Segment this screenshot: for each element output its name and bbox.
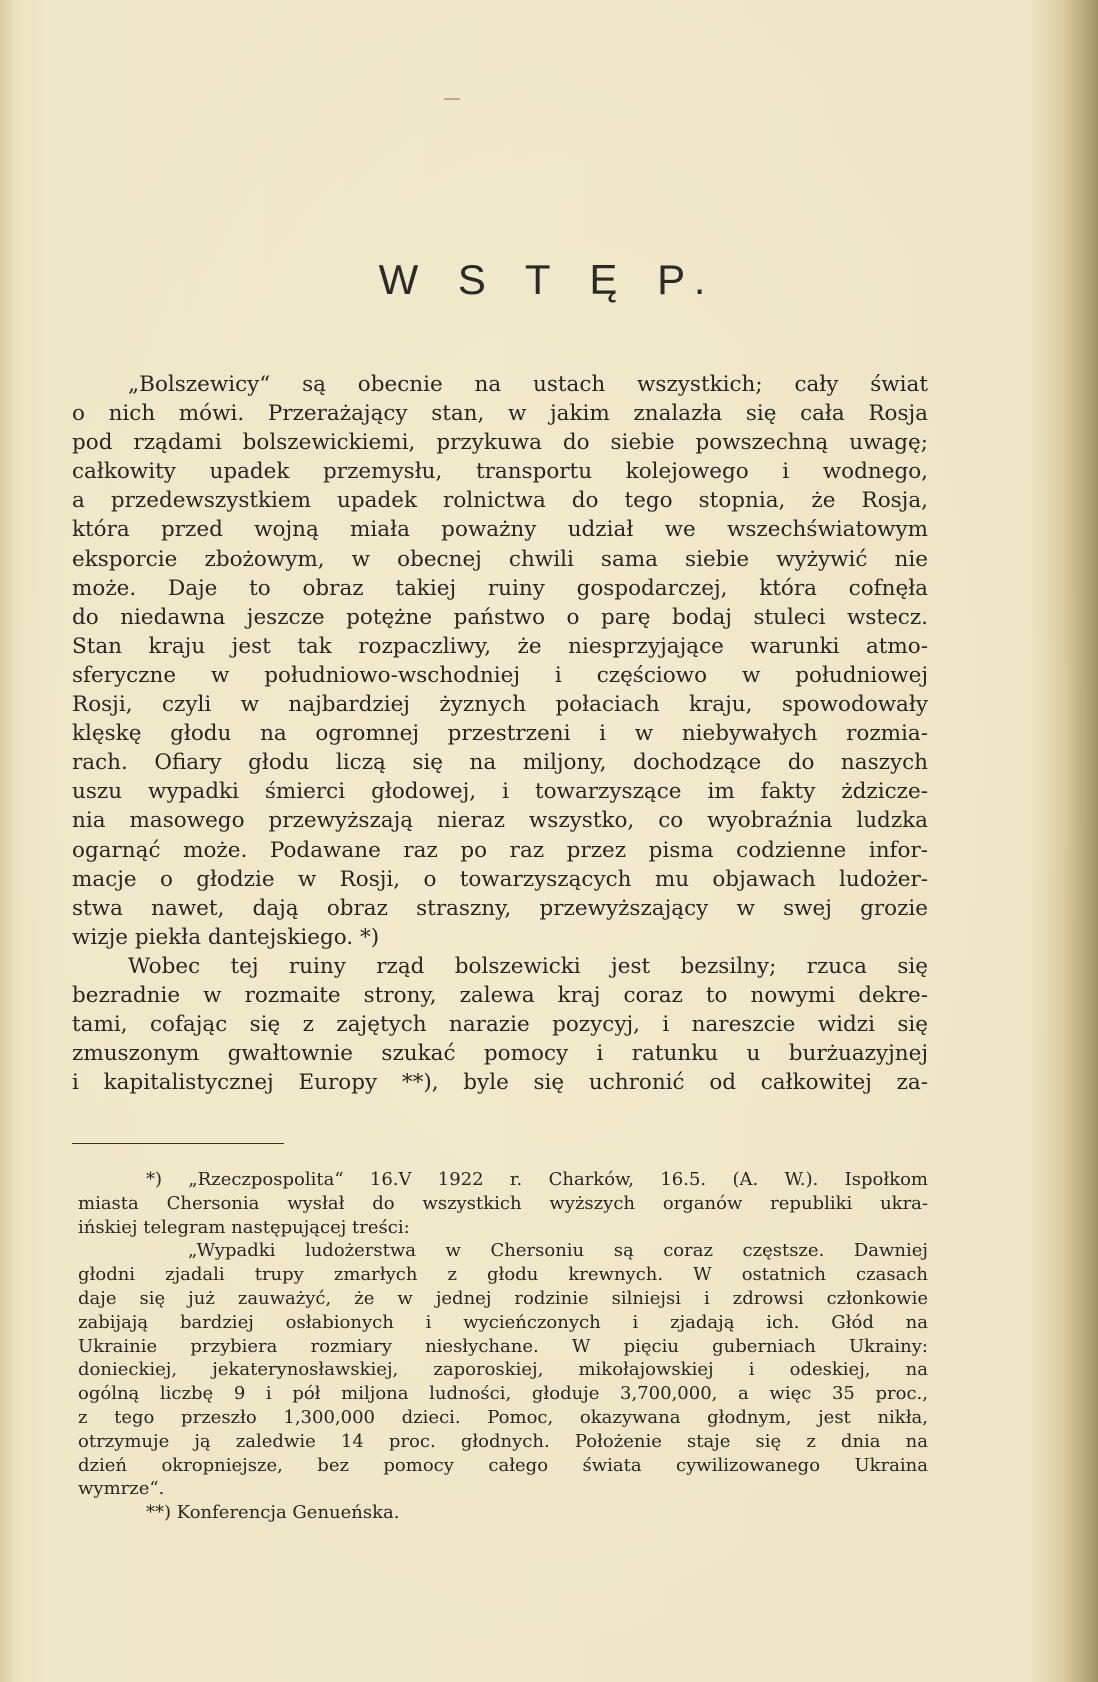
text-line: macje o głodzie w Rosji, o towarzyszących mu objawach ludożer-: [72, 866, 928, 892]
text-line: Wobec tej ruiny rząd bolszewicki jest bezsilny; rzuca się: [128, 953, 928, 979]
text-line: bezradnie w rozmaite strony, zalewa kraj coraz to nowymi dekre-: [72, 982, 928, 1008]
text-line: stwa nawet, dają obraz straszny, przewyższający w swej grozie: [72, 895, 928, 921]
text-line: klęskę głodu na ogromnej przestrzeni i w niebywałych rozmia-: [72, 721, 928, 747]
text-line: nia masowego przewyższają nieraz wszystko, co wyobraźnia ludzka: [72, 808, 928, 834]
footnote-line: donieckiej, jekaterynosławskiej, zaporoskiej, mikołajowskiej i odeskiej, na: [78, 1359, 928, 1381]
text-line: eksporcie zbożowym, w obecnej chwili sama siebie wyżywić nie: [72, 546, 928, 572]
footnote-line: Ukrainie przybiera rozmiary niesłychane. W pięciu guberniach Ukrainy:: [78, 1335, 928, 1357]
footnote-line: daje się już zauważyć, że w jednej rodzinie silniejsi i zdrowsi członkowie: [78, 1287, 928, 1309]
chapter-title: W S T Ę P.: [378, 256, 720, 303]
page-edge-shadow: [1064, 0, 1098, 1682]
text-line: wizje piekła dantejskiego. *): [72, 924, 380, 950]
footnote-line: **) Konferencja Genueńska.: [146, 1502, 400, 1524]
text-line: tami, cofając się z zajętych narazie pozycyj, i nareszcie widzi się: [72, 1012, 928, 1038]
footnote-line: z tego przeszło 1,300,000 dzieci. Pomoc, okazywana głodnym, jest nikła,: [78, 1406, 928, 1428]
footnotes: [78, 1168, 928, 1525]
text-line: do niedawna jeszcze potężne państwo o parę bodaj stuleci wstecz.: [72, 604, 928, 630]
text-line: Stan kraju jest tak rozpaczliwy, że niesprzyjające warunki atmo-: [72, 633, 928, 659]
footnote-divider: [72, 1143, 284, 1144]
text-line: zmuszonym gwałtownie szukać pomocy i ratunku u burżuazyjnej: [72, 1041, 928, 1067]
text-line: pod rządami bolszewickiemi, przykuwa do siebie powszechną uwagę;: [72, 430, 928, 456]
text-line: rach. Ofiary głodu liczą się na miljony, dochodzące do naszych: [72, 750, 928, 776]
footnote-line: dzień okropniejsze, bez pomocy całego świata cywilizowanego Ukraina: [78, 1454, 928, 1476]
footnote-line: miasta Chersonia wysłał do wszystkich wyższych organów republiki ukra-: [78, 1192, 928, 1214]
main-text: [72, 370, 928, 1097]
footnote-line: *) „Rzeczpospolita“ 16.V 1922 r. Charków, 16.5. (A. W.). Ispołkom: [146, 1169, 928, 1190]
footnote-line: ogólną liczbę 9 i pół miljona ludności, głoduje 3,700,000, a więc 35 proc.,: [78, 1383, 928, 1405]
text-line: może. Daje to obraz takiej ruiny gospodarczej, która cofnęła: [72, 575, 928, 601]
footnote-line: „Wypadki ludożerstwa w Chersoniu są coraz częstsze. Dawniej: [188, 1240, 928, 1262]
footnote-line: zabijają bardziej osłabionych i wycieńczonych i zjadają ich. Głód na: [78, 1311, 928, 1333]
footnote-line: wymrze“.: [78, 1478, 165, 1500]
text-line: o nich mówi. Przerażający stan, w jakim znalazła się cała Rosja: [72, 401, 928, 427]
text-line: całkowity upadek przemysłu, transportu kolejowego i wodnego,: [72, 459, 928, 485]
text-line: sferyczne w południowo-wschodniej i częściowo w południowej: [72, 662, 928, 688]
text-line: Rosji, czyli w najbardziej żyznych połaciach kraju, spowodowały: [72, 692, 928, 718]
text-line: a przedewszystkiem upadek rolnictwa do tego stopnia, że Rosja,: [72, 488, 928, 514]
footnote-line: głodni zjadali trupy zmarłych z głodu krewnych. W ostatnich czasach: [78, 1264, 928, 1286]
print-mark: [444, 98, 460, 100]
text-line: i kapitalistycznej Europy **), byle się uchronić od całkowitej za-: [72, 1070, 928, 1096]
text-line: która przed wojną miała poważny udział we wszechświatowym: [72, 517, 928, 543]
text-line: ogarnąć może. Podawane raz po raz przez pisma codzienne infor-: [72, 837, 928, 863]
text-line: uszu wypadki śmierci głodowej, i towarzyszące im fakty żdziczе-: [72, 779, 928, 805]
footnote-line: otrzymuje ją zaledwie 14 proc. głodnych. Położenie staje się z dnia na: [78, 1430, 928, 1452]
text-line: „Bolszewicy“ są obecnie na ustach wszystkich; cały świat: [128, 372, 928, 397]
footnote-line: ińskiej telegram następującej treści:: [78, 1216, 410, 1238]
